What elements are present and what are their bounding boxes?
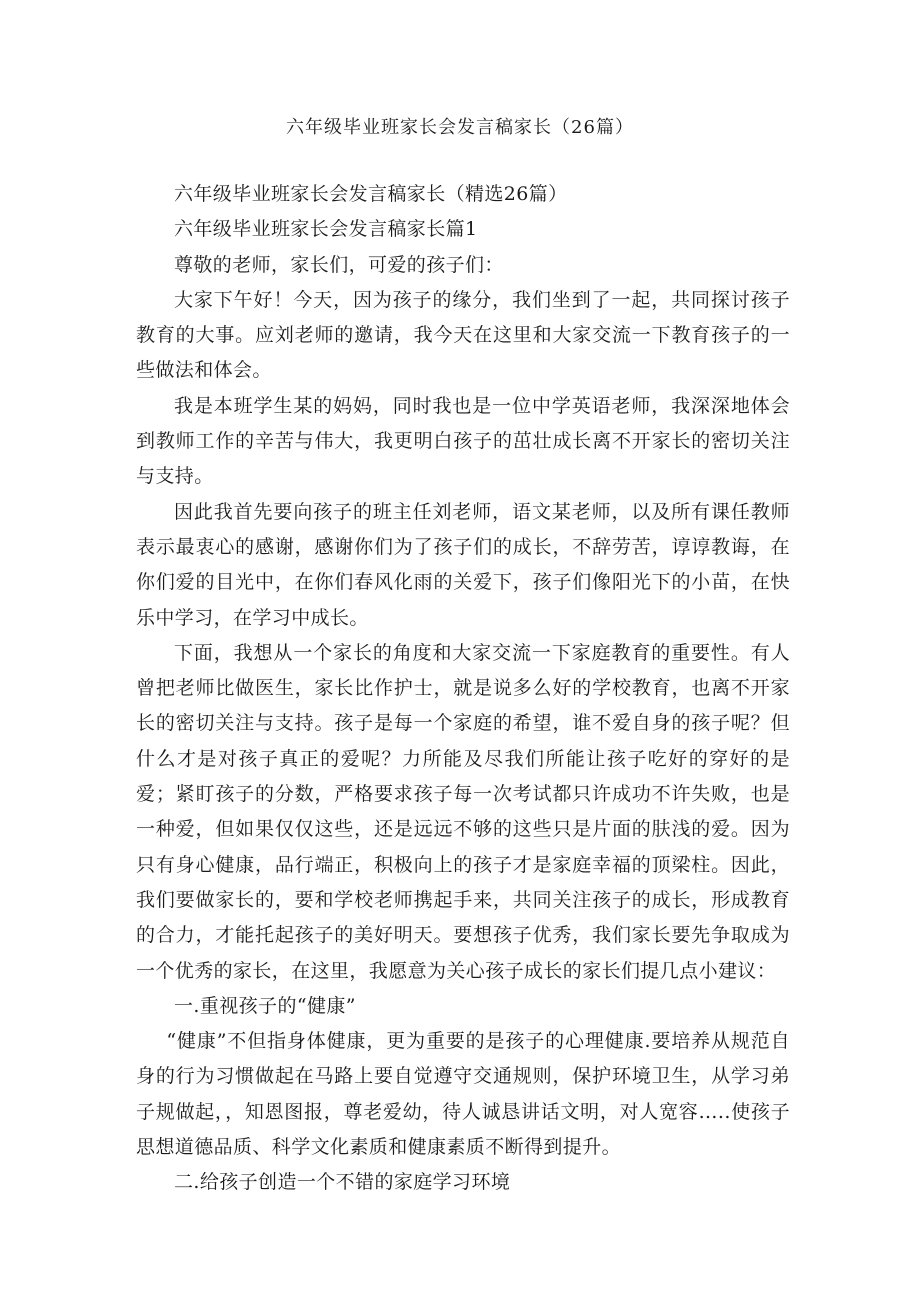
subheading-paragraph: 一.重视孩子的“健康”	[174, 994, 356, 1017]
section-heading: 六年级毕业班家长会发言稿家长篇1	[174, 218, 478, 241]
body-paragraph: 大家下午好！今天，因为孩子的缘分，我们坐到了一起，共同探讨孩子教育的大事。应刘老师的邀请，我今天在这里和大家交流一下教育孩子的一些做法和体会。	[136, 288, 790, 382]
salutation-paragraph: 尊敬的老师，家长们，可爱的孩子们：	[174, 253, 504, 276]
subtitle-paragraph: 六年级毕业班家长会发言稿家长（精选26篇）	[174, 183, 568, 205]
subheading-paragraph: 二.给孩子创造一个不错的家庭学习环境	[174, 1171, 511, 1194]
body-paragraph: 下面，我想从一个家长的角度和大家交流一下家庭教育的重要性。有人曾把老师比做医生，家长比作护士，就是说多么好的学校教育，也离不开家长的密切关注与支持。孩子是每一个家庭的希望，谁不爱自身的孩子呢？但什么才是对孩子真正的爱呢？力所能及尽我们所能让孩子吃好的穿好的是爱；紧盯孩子的分数，严格要求孩子每一次考试都只许成功不许失败，也是一种爱，但如果仅仅这些，还是远远不够的这些只是片面的肤浅的爱。因为只有身心健康，品行端正，积极向上的孩子才是家庭幸福的顶梁柱。因此，我们要做家长的，要和学校老师携起手来，共同关注孩子的成长，形成教育的合力，才能托起孩子的美好明天。要想孩子优秀，我们家长要先争取成为一个优秀的家长，在这里，我愿意为关心孩子成长的家长们提几点小建议：	[136, 641, 790, 982]
body-paragraph: 因此我首先要向孩子的班主任刘老师，语文某老师，以及所有课任教师表示最衷心的感谢，感谢你们为了孩子们的成长，不辞劳苦，谆谆教诲，在你们爱的目光中，在你们春风化雨的关爱下，孩子们像阳光下的小苗，在快乐中学习，在学习中成长。	[136, 500, 790, 629]
body-paragraph: “健康”不但指身体健康，更为重要的是孩子的心理健康.要培养从规范自身的行为习惯做起在马路上要自觉遵守交通规则，保护环境卫生，从学习弟子规做起，，知恩图报，尊老爱幼，待人诚恳讲话文明，对人宽容…..使孩子思想道德品质、科学文化素质和健康素质不断得到提升。	[136, 1030, 790, 1159]
document-body	[136, 177, 790, 1201]
body-paragraph: 我是本班学生某的妈妈，同时我也是一位中学英语老师，我深深地体会到教师工作的辛苦与伟大，我更明白孩子的茁壮成长离不开家长的密切关注与支持。	[136, 394, 790, 488]
document-title: 六年级毕业班家长会发言稿家长（26篇）	[286, 117, 634, 138]
